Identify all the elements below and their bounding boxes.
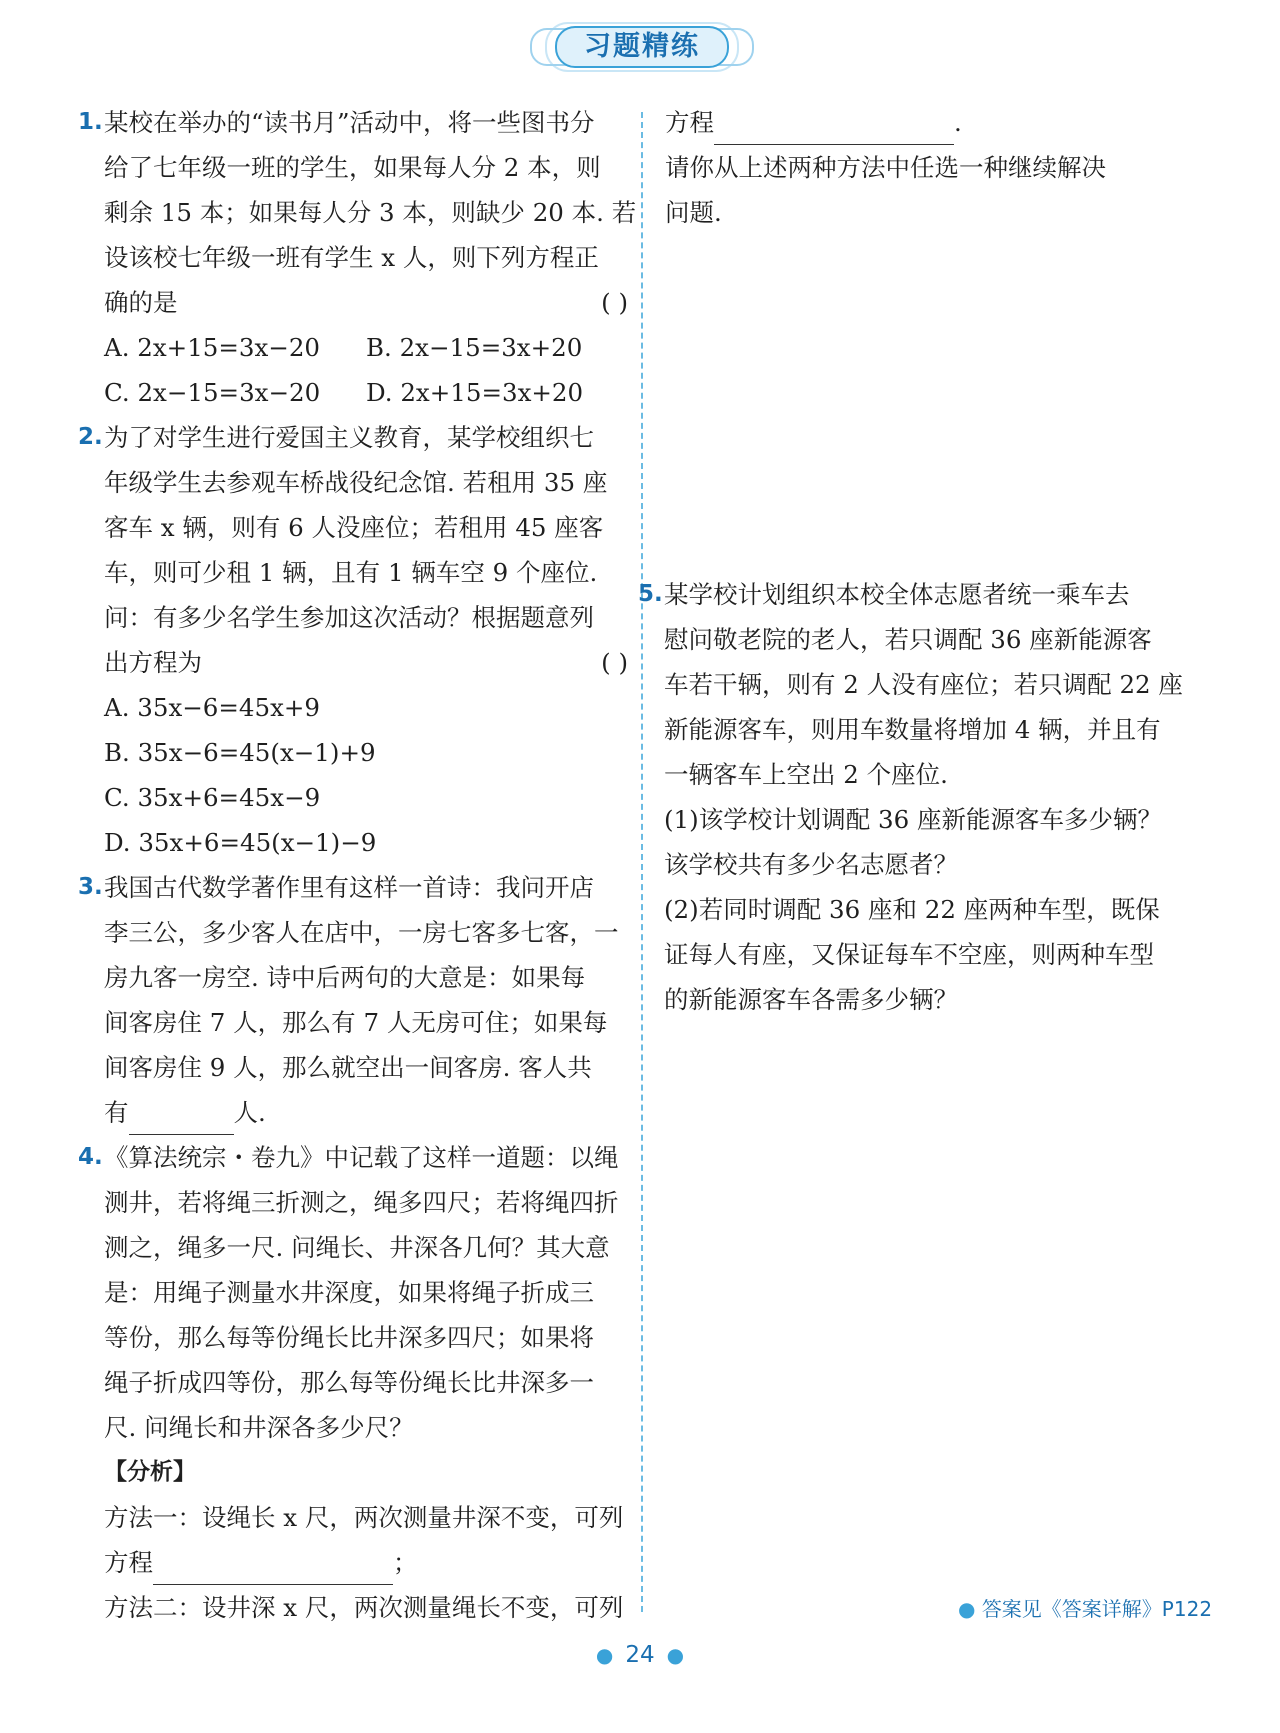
question-text-line: 等份，那么每等份绳长比井深多四尺；如果将 xyxy=(104,1323,594,1352)
question-text-line: 绳子折成四等份，那么每等份绳长比井深多一 xyxy=(104,1368,594,1397)
question-text-line: 慰问敬老院的老人，若只调配 36 座新能源客 xyxy=(664,625,1152,654)
question-text-line: 一辆客车上空出 2 个座位. xyxy=(664,760,948,789)
question-text-line: 房九客一房空. 诗中后两句的大意是：如果每 xyxy=(104,963,586,992)
question-text-line: 某学校计划组织本校全体志愿者统一乘车去 xyxy=(664,580,1130,609)
question-text: . xyxy=(954,108,962,137)
question-text-line: 是：用绳子测量水井深度，如果将绳子折成三 xyxy=(104,1278,594,1307)
option-a[interactable]: A. 35x−6=45x+9 xyxy=(104,693,321,722)
option-c[interactable]: C. 2x−15=3x−20 xyxy=(104,378,321,407)
question-text: 人. xyxy=(233,1098,266,1127)
method-two-text: 方法二：设井深 x 尺，两次测量绳长不变，可列 xyxy=(104,1593,624,1622)
question-text-line: 确的是 xyxy=(104,288,178,317)
question-3 xyxy=(78,865,628,1135)
question-2 xyxy=(78,415,628,865)
question-text-line: 李三公，多少客人在店中，一房七客多七客，一 xyxy=(104,918,619,947)
question-number: 1. xyxy=(78,109,103,135)
question-text-line: 问题. xyxy=(665,198,722,227)
page-number-text: 24 xyxy=(625,1642,655,1668)
question-4-continued xyxy=(665,100,1205,235)
question-5 xyxy=(638,572,1205,1022)
question-text-line: 客车 x 辆，则有 6 人没座位；若租用 45 座客 xyxy=(104,513,604,542)
answer-bracket[interactable]: ( ) xyxy=(601,288,628,317)
answer-bracket-line xyxy=(104,280,628,325)
fill-blank[interactable] xyxy=(129,1104,234,1135)
option-d[interactable]: D. 2x+15=3x+20 xyxy=(366,378,584,407)
answer-reference xyxy=(958,1593,1212,1622)
page-number xyxy=(0,1642,1280,1668)
question-number: 4. xyxy=(78,1144,103,1170)
section-title: 习题精练 xyxy=(555,26,729,68)
question-4 xyxy=(78,1135,628,1630)
question-text-line: 的新能源客车各需多少辆？ xyxy=(664,985,958,1014)
question-text-line: 证每人有座，又保证每车不空座，则两种车型 xyxy=(664,940,1154,969)
equation-line-2 xyxy=(665,100,1205,145)
question-text: 有 xyxy=(104,1098,129,1127)
left-column xyxy=(78,100,637,1630)
option-b[interactable]: B. 35x−6=45(x−1)+9 xyxy=(104,738,376,767)
question-text-line: 某校在举办的“读书月”活动中，将一些图书分 xyxy=(104,108,595,137)
question-text: 方程 xyxy=(104,1548,153,1577)
question-text-line: 给了七年级一班的学生，如果每人分 2 本，则 xyxy=(104,153,601,182)
answer-bracket[interactable]: ( ) xyxy=(601,648,628,677)
equation-blank-1[interactable] xyxy=(153,1554,393,1585)
question-text: ； xyxy=(393,1548,418,1577)
question-text-line: 车若干辆，则有 2 人没有座位；若只调配 22 座 xyxy=(664,670,1183,699)
option-d[interactable]: D. 35x+6=45(x−1)−9 xyxy=(104,828,377,857)
option-a[interactable]: A. 2x+15=3x−20 xyxy=(104,333,321,362)
sub-question-1: (1)该学校计划调配 36 座新能源客车多少辆？ xyxy=(664,805,1162,834)
sub-question-2: (2)若同时调配 36 座和 22 座两种车型，既保 xyxy=(664,895,1160,924)
question-text-line: 问：有多少名学生参加这次活动？根据题意列 xyxy=(104,603,594,632)
equation-blank-2[interactable] xyxy=(714,114,954,145)
option-b[interactable]: B. 2x−15=3x+20 xyxy=(366,333,583,362)
analysis-label: 【分析】 xyxy=(104,1459,196,1485)
question-text-line: 测井，若将绳三折测之，绳多四尺；若将绳四折 xyxy=(104,1188,619,1217)
question-text-line: 测之，绳多一尺. 问绳长、井深各几何？其大意 xyxy=(104,1233,610,1262)
option-row xyxy=(104,370,628,415)
question-text-line: 间客房住 7 人，那么有 7 人无房可住；如果每 xyxy=(104,1008,608,1037)
question-text-line: 设该校七年级一班有学生 x 人，则下列方程正 xyxy=(104,243,599,272)
question-text-line: 出方程为 xyxy=(104,648,202,677)
answer-reference-text: 答案见《答案详解》P122 xyxy=(981,1597,1213,1621)
section-header xyxy=(0,14,1280,74)
question-text-line: 请你从上述两种方法中任选一种继续解决 xyxy=(665,153,1106,182)
bullet-dot-icon: ● xyxy=(958,1597,976,1621)
answer-bracket-line xyxy=(104,640,628,685)
right-column xyxy=(638,100,1205,1022)
question-text-line: 该学校共有多少名志愿者？ xyxy=(664,850,958,879)
bullet-dot-icon: ● xyxy=(666,1643,685,1667)
option-c[interactable]: C. 35x+6=45x−9 xyxy=(104,783,321,812)
question-text-line: 间客房住 9 人，那么就空出一间客房. 客人共 xyxy=(104,1053,592,1082)
option-row xyxy=(104,325,628,370)
question-1 xyxy=(78,100,637,415)
equation-line-1 xyxy=(104,1540,628,1585)
question-text-line: 尺. 问绳长和井深各多少尺？ xyxy=(104,1413,414,1442)
question-number: 2. xyxy=(78,424,103,450)
question-text-line: 剩余 15 本；如果每人分 3 本，则缺少 20 本. 若 xyxy=(104,198,637,227)
question-text-line: 车，则可少租 1 辆，且有 1 辆车空 9 个座位. xyxy=(104,558,598,587)
question-number: 5. xyxy=(638,581,663,607)
question-text-line: 我国古代数学著作里有这样一首诗：我问开店 xyxy=(104,873,594,902)
bullet-dot-icon: ● xyxy=(595,1643,614,1667)
question-text: 方程 xyxy=(665,108,714,137)
method-one-text: 方法一：设绳长 x 尺，两次测量井深不变，可列 xyxy=(104,1503,624,1532)
question-text-line: 为了对学生进行爱国主义教育，某学校组织七 xyxy=(104,423,594,452)
fill-blank-line xyxy=(104,1090,628,1135)
question-text-line: 年级学生去参观车桥战役纪念馆. 若租用 35 座 xyxy=(104,468,608,497)
question-text-line: 新能源客车，则用车数量将增加 4 辆，并且有 xyxy=(664,715,1161,744)
question-number: 3. xyxy=(78,874,103,900)
question-text-line: 《算法统宗・卷九》中记载了这样一道题：以绳 xyxy=(104,1143,619,1172)
